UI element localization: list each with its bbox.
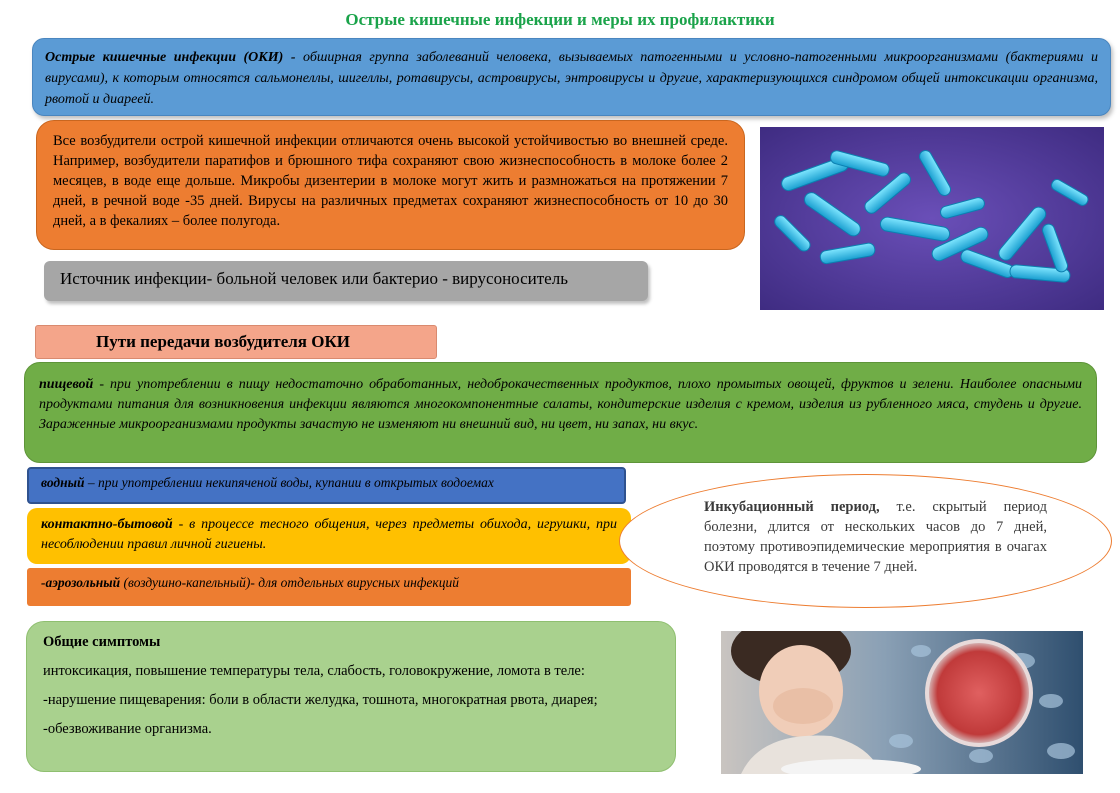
bacteria-image — [760, 127, 1104, 310]
incubation-text-block — [704, 497, 1047, 577]
definition-text: обширная группа заболеваний человека, вызываемых патогенными и условно-патогенными микроорганизмами (бактериями и вирусами), к которым относятся сальмонеллы, шигеллы, ротавирусы, астровирусы, энтровирусы и другие, характеризующихся синдромом общей интоксикации организма, рвотой и диареей. — [45, 50, 1098, 107]
route-food-text: - при употреблении в пищу недостаточно обработанных, недоброкачественных продуктов, плохо промытых овощей, фруктов и зелени. Наиболее опасными продуктами питания для возникновения инфекции являются многокомпонентные салаты, кондитерские изделия с кремом, изделия из рубленного мяса, студень и другие. Зараженные микроорганизмами продукты зачастую не изменяют ни внешний вид, ни цвет, ни запах, ни вкус. — [39, 377, 1082, 432]
route-water-text: – при употреблении некипяченой воды, купании в открытых водоемах — [84, 475, 494, 490]
route-food-term: пищевой — [39, 377, 94, 392]
route-aerosol-term: -аэрозольный — [41, 575, 121, 590]
incubation-term: Инкубационный период, — [704, 499, 880, 515]
route-aerosol-box — [27, 568, 631, 606]
sick-person-image — [721, 631, 1083, 774]
routes-heading: Пути передачи возбудителя ОКИ — [35, 325, 437, 359]
route-water-box — [27, 467, 626, 504]
route-food-box — [24, 362, 1097, 463]
page-title: Острые кишечные инфекции и меры их профилактики — [345, 10, 775, 29]
symptoms-title: Общие симптомы — [43, 634, 161, 650]
route-contact-text: - в процессе тесного общения, через предметы обихода, игрушки, при несоблюдении правил личной гигиены. — [41, 517, 617, 552]
symptom-line: -обезвоживание организма. — [43, 721, 212, 737]
route-contact-box — [27, 508, 631, 564]
incubation-text: т.е. скрытый период болезни, длится от нескольких часов до 7 дней, поэтому противоэпидемические мероприятия в очагах ОКИ проводятся в течение 7 дней. — [704, 499, 1047, 575]
infection-source-box: Источник инфекции- больной человек или бактерио - вирусоноситель — [44, 261, 648, 301]
definition-box — [32, 38, 1111, 116]
sick-person-illustration — [721, 631, 1083, 774]
symptom-line: -нарушение пищеварения: боли в области желудка, тошнота, многократная рвота, диарея; — [43, 692, 598, 708]
resistance-box: Все возбудители острой кишечной инфекции отличаются очень высокой устойчивостью во внешней среде. Например, возбудители паратифов и брюшного тифа сохраняют свою жизнеспособность в молоке более 2 месяцев, в воде еще дольше. Микробы дизентерии в молоке могут жить и размножаться на протяжении 7 дней, в речной воде -35 дней. Вирусы на различных предметах сохраняют жизнеспособность от 10 до 30 дней, а в фекалиях – более полугода. — [36, 120, 745, 250]
bacteria-illustration — [760, 127, 1104, 310]
route-water-term: водный — [41, 475, 85, 490]
route-aerosol-text: (воздушно-капельный)- для отдельных вирусных инфекций — [120, 575, 459, 590]
route-contact-term: контактно-бытовой — [41, 517, 173, 532]
symptoms-box — [26, 621, 676, 772]
definition-term: Острые кишечные инфекции (ОКИ) - — [45, 50, 296, 65]
symptom-line: интоксикация, повышение температуры тела, слабость, головокружение, ломота в теле: — [43, 663, 585, 679]
